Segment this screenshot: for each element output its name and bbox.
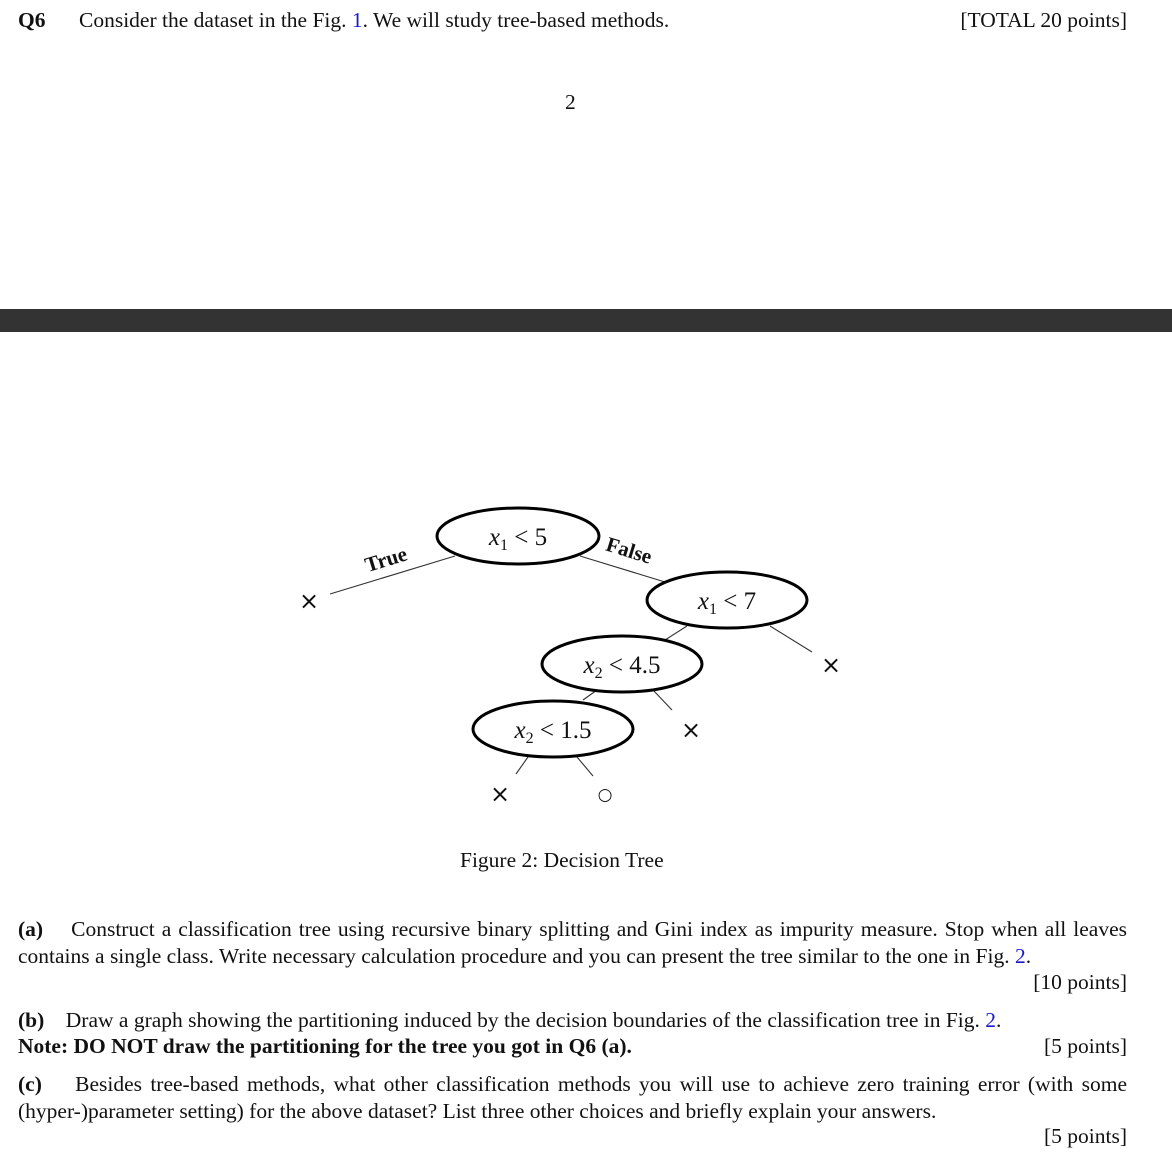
edge-label-false: False	[603, 532, 655, 569]
total-points	[960, 7, 1127, 33]
part-b-line1	[18, 1007, 1001, 1033]
figure-caption: Figure 2: Decision Tree	[460, 848, 664, 872]
part-b-note: Note: DO NOT draw the partitioning for the tree you got in Q6 (a).	[18, 1034, 632, 1058]
node-low-label: $x_2 < 1.5$	[514, 717, 592, 747]
part-c-label: (c)	[18, 1072, 42, 1096]
node-root-label: $x_1 < 5$	[488, 524, 548, 554]
figure-1-link[interactable]: 1	[351, 8, 363, 32]
question-number: Q6	[18, 8, 46, 32]
edge-label-true: True	[361, 541, 410, 578]
decision-tree-figure	[0, 490, 1172, 820]
leaf-low-true-cross: ×	[489, 780, 511, 808]
leaf-mid-false-cross: ×	[680, 716, 702, 744]
part-a-label: (a)	[18, 917, 44, 941]
part-a-points: [10 points]	[1033, 970, 1127, 994]
edge-right-true	[665, 626, 687, 640]
leaf-right-false-cross: ×	[820, 651, 842, 679]
intro-text-after: . We will study tree-based methods.	[362, 8, 670, 32]
page-divider	[0, 309, 1172, 332]
part-a-end: .	[1025, 943, 1032, 968]
part-b-end: .	[996, 1008, 1002, 1032]
part-b-text: Draw a graph showing the partitioning induced by the decision boundaries of the classification tree in Fig.	[65, 1008, 980, 1032]
part-a-figure-link[interactable]: 2	[1014, 943, 1026, 968]
edge-mid-false	[653, 690, 672, 710]
leaf-low-false-circle: ○	[597, 785, 613, 805]
intro-text-before: Consider the dataset in the Fig.	[79, 8, 347, 32]
part-a	[18, 916, 1127, 969]
page-number: 2	[565, 90, 576, 114]
part-a-text: Construct a classification tree using recursive binary splitting and Gini index as impurity measure. Stop when all leaves contains a single class. Write necessary calculation procedure and you can present the tree similar to the one in Fig.	[18, 917, 1128, 968]
part-b-figure-link[interactable]: 2	[985, 1008, 997, 1032]
edge-right-false	[770, 626, 812, 652]
question-intro	[79, 7, 669, 33]
part-c-points: [5 points]	[1043, 1124, 1127, 1148]
edge-low-true	[516, 757, 528, 774]
total-points-label: [TOTAL 20 points]	[960, 8, 1127, 32]
part-b-points: [5 points]	[1043, 1034, 1127, 1058]
part-b-label: (b)	[18, 1008, 45, 1032]
part-c-text: Besides tree-based methods, what other classification methods you will use to achieve zero training error (with some (hyper-)parameter setting) for the above dataset? List three other choices and briefly explain your answers.	[18, 1072, 1127, 1123]
part-c	[18, 1071, 1127, 1124]
node-right-label: $x_1 < 7$	[697, 588, 757, 618]
node-mid-label: $x_2 < 4.5$	[583, 652, 661, 682]
leaf-root-true-cross: ×	[298, 587, 320, 615]
edge-low-false	[577, 757, 593, 776]
